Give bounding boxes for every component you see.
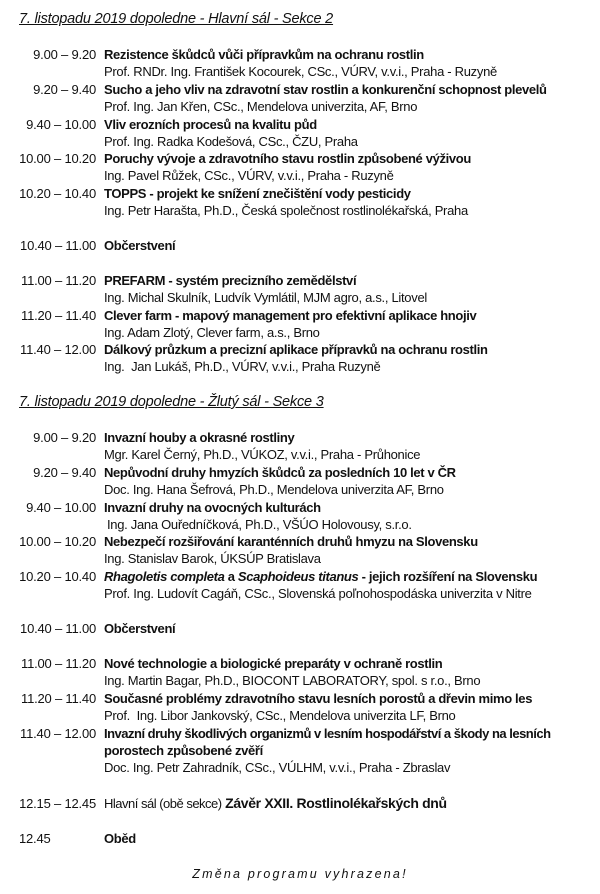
talk-author: Doc. Ing. Petr Zahradník, CSc., VÚLHM, v.v.i., Praha - Zbraslav [104,760,451,775]
closing-name: Závěr XXII. Rostlinolékařských dnů [225,795,447,811]
talk-title: TOPPS - projekt ke snížení znečištění vody pesticidy [104,186,411,201]
talk-title-continued: porostech způsobené zvěří [104,743,263,758]
talk-title: Clever farm - mapový management pro efektivní aplikace hnojiv [104,308,477,323]
time-slot: 11.20 – 11.40 [21,308,96,323]
talk-title: Současné problémy zdravotního stavu lesních porostů a dřevin mimo les [104,691,533,706]
talk-author: Ing. Jan Lukáš, Ph.D., VÚRV, v.v.i., Praha Ruzyně [104,359,381,374]
talk-title: Vliv erozních procesů na kvalitu půd [104,117,317,132]
time-slot: 11.40 – 12.00 [20,342,96,357]
talk-title: Poruchy vývoje a zdravotního stavu rostlin způsobené výživou [104,151,471,166]
talk-author: Prof. Ing. Libor Jankovský, CSc., Mendelova univerzita LF, Brno [104,708,456,723]
lunch-item [0,830,600,847]
break-item [0,237,600,254]
talk-author: Ing. Pavel Růžek, CSc., VÚRV, v.v.i., Praha - Ruzyně [104,168,394,183]
talk-title: Nepůvodní druhy hmyzích škůdců za posledních 10 let v ČR [104,465,456,480]
talk-author: Prof. Ing. Radka Kodešová, CSc., ČZU, Praha [104,134,358,149]
talk-author: Prof. Ing. Jan Křen, CSc., Mendelova univerzita, AF, Brno [104,99,418,114]
talk-title: Dálkový průzkum a precizní aplikace přípravků na ochranu rostlin [104,342,488,357]
closing-item [0,795,600,812]
time-slot: 9.00 – 9.20 [33,430,96,445]
break-label: Občerstvení [104,621,176,636]
time-slot: 11.00 – 11.20 [21,656,96,671]
talk-title: Nebezpečí rozšiřování karanténních druhů hmyzu na Slovensku [104,534,478,549]
talk-title: Invazní druhy na ovocných kulturách [104,500,321,515]
time-slot: 11.40 – 12.00 [20,726,96,741]
talk-author: Ing. Stanislav Barok, ÚKSÚP Bratislava [104,551,321,566]
time-slot: 10.00 – 10.20 [19,534,96,549]
time-slot: 11.00 – 11.20 [21,273,96,288]
talk-title: Sucho a jeho vliv na zdravotní stav rostlin a konkurenční schopnost plevelů [104,82,547,97]
talk-title: Invazní druhy škodlivých organizmů v lesním hospodářství a škody na lesních [104,726,551,741]
break-item [0,620,600,637]
talk-title [104,568,537,585]
time-slot: 12.15 – 12.45 [19,796,96,811]
title-rest: - jejich rozšíření na Slovensku [358,569,538,584]
time-slot: 10.40 – 11.00 [20,621,96,636]
time-slot: 9.40 – 10.00 [26,500,96,515]
talk-title: Rezistence škůdců vůči přípravkům na ochranu rostlin [104,47,424,62]
talk-author: Ing. Martin Bagar, Ph.D., BIOCONT LABORATORY, spol. s r.o., Brno [104,673,481,688]
closing-title [104,795,447,812]
time-slot: 10.20 – 10.40 [19,569,96,584]
time-slot: 11.20 – 11.40 [21,691,96,706]
title-conjunction: a [224,569,238,584]
talk-author: Ing. Michal Skulník, Ludvík Vymlátil, MJM agro, a.s., Litovel [104,290,427,305]
time-slot: 12.45 [19,831,51,846]
talk-title: Nové technologie a biologické preparáty v ochraně rostlin [104,656,443,671]
talk-author: Ing. Petr Harašta, Ph.D., Česká společnost rostlinolékařská, Praha [104,203,468,218]
time-slot: 10.40 – 11.00 [20,238,96,253]
section-header: 7. listopadu 2019 dopoledne - Hlavní sál - Sekce 2 [19,11,334,27]
time-slot: 9.00 – 9.20 [33,47,96,62]
closing-location: Hlavní sál (obě sekce) [104,796,222,811]
species-name: Rhagoletis completa [104,569,225,584]
species-name: Scaphoideus titanus [237,569,359,584]
talk-author: Prof. RNDr. Ing. František Kocourek, CSc., VÚRV, v.v.i., Praha - Ruzyně [104,64,497,79]
time-slot: 9.20 – 9.40 [33,465,96,480]
talk-author: Ing. Adam Zlotý, Clever farm, a.s., Brno [104,325,320,340]
time-slot: 10.00 – 10.20 [19,151,96,166]
talk-author: Ing. Jana Ouředníčková, Ph.D., VŠÚO Holovousy, s.r.o. [107,517,412,532]
talk-author: Doc. Ing. Hana Šefrová, Ph.D., Mendelova univerzita AF, Brno [104,482,444,497]
talk-author: Mgr. Karel Černý, Ph.D., VÚKOZ, v.v.i., Praha - Průhonice [104,447,421,462]
talk-title: PREFARM - systém precizního zemědělství [104,273,357,288]
lunch-label: Oběd [104,831,136,846]
time-slot: 9.40 – 10.00 [26,117,96,132]
section-header: 7. listopadu 2019 dopoledne - Žlutý sál - Sekce 3 [19,394,324,410]
time-slot: 9.20 – 9.40 [33,82,96,97]
talk-author: Prof. Ing. Ludovít Cagáň, CSc., Slovenská poľnohospodáska univerzita v Nitre [104,586,532,601]
footer-note: Změna programu vyhrazena! [192,867,408,881]
time-slot: 10.20 – 10.40 [19,186,96,201]
talk-title: Invazní houby a okrasné rostliny [104,430,295,445]
break-label: Občerstvení [104,238,176,253]
